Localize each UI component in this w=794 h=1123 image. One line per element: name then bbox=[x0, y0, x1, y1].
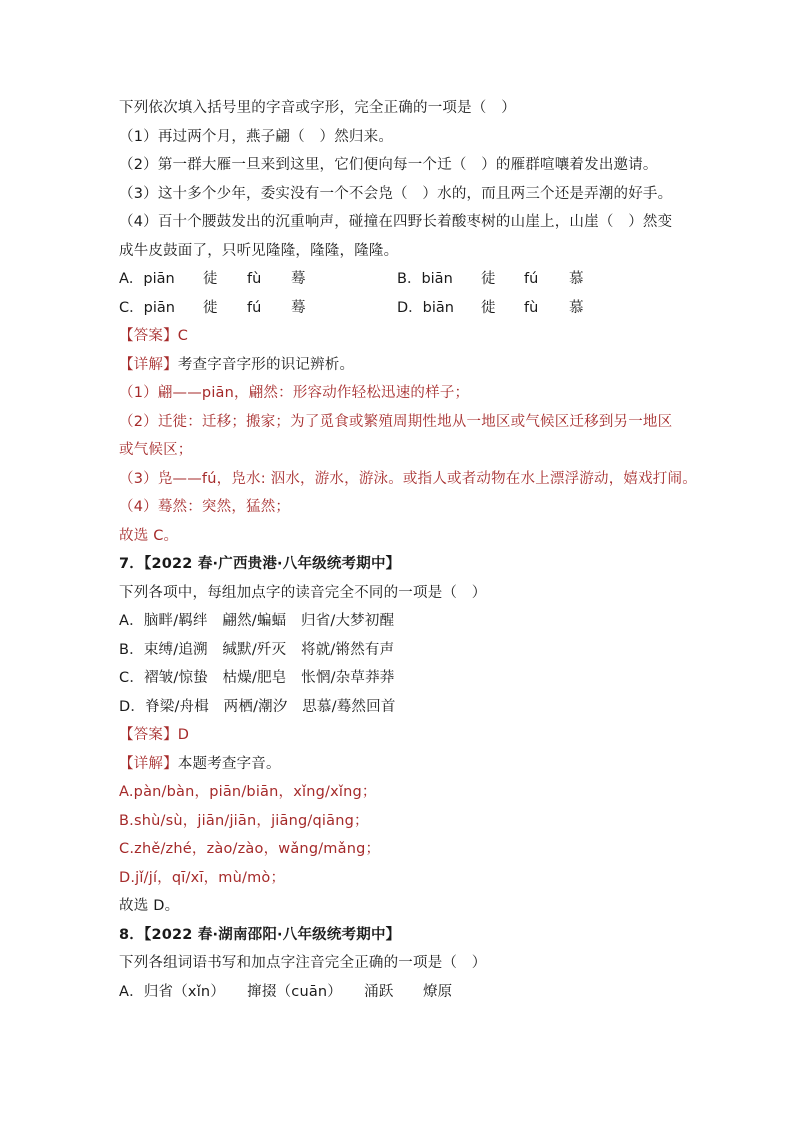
q6-option-b-label: B．biān bbox=[397, 271, 453, 287]
q6-option-a-char: 徒 bbox=[203, 271, 218, 287]
q7-detail bbox=[119, 750, 689, 779]
q7-header: 7．【2022 春·广西贵港·八年级统考期中】 bbox=[119, 556, 401, 572]
q7-answer: 【答案】D bbox=[119, 727, 190, 743]
q6-detail bbox=[119, 351, 689, 380]
q6-options-row-1 bbox=[119, 265, 689, 294]
q6-option-c-char: 徙 bbox=[203, 299, 218, 316]
q7-detail-line-3: C.zhě/zhé，zào/zào，wǎng/mǎng； bbox=[119, 841, 381, 857]
q7-detail-line-2: B.shù/sù，jiān/jiān，jiāng/qiāng； bbox=[119, 812, 369, 829]
q6-option-c-word: 蓦 bbox=[291, 299, 306, 316]
q7-option-a: A．脑畔/羁绊 翩然/蝙蝠 归省/大梦初醒 bbox=[119, 613, 395, 629]
q6-item-4-cont: 成牛皮鼓面了，只听见隆隆，隆隆，隆隆。 bbox=[119, 242, 399, 259]
q7-detail-line-1: A.pàn/bàn，piān/biān，xǐng/xǐng； bbox=[119, 784, 377, 800]
q7-stem: 下列各项中，每组加点字的读音完全不同的一项是（ ） bbox=[119, 584, 487, 601]
q8-header: 8．【2022 春·湖南邵阳·八年级统考期中】 bbox=[119, 926, 401, 943]
q7-option-b: B．束缚/追溯 缄默/歼灭 将就/锵然有声 bbox=[119, 641, 395, 658]
q6-stem: 下列依次填入括号里的字音或字形，完全正确的一项是（ ） bbox=[119, 100, 516, 116]
q8-option-a: A．归省（xǐn） 撺掇（cuān） 涌跃 燎原 bbox=[119, 983, 453, 1000]
q6-option-a-word: 蓦 bbox=[291, 271, 306, 287]
q7-detail-line-4: D.jǐ/jí，qī/xī，mù/mò； bbox=[119, 869, 286, 886]
q6-detail-text: 考查字音字形的识记辨析。 bbox=[177, 356, 355, 373]
q8-stem: 下列各组词语书写和加点字注音完全正确的一项是（ ） bbox=[119, 955, 487, 971]
q6-detail-line-2: （2）迁徙：迁移；搬家；为了觅食或繁殖周期性地从一地区或气候区迁移到另一地区 bbox=[119, 413, 673, 430]
q6-detail-line-5: （4）蓦然：突然，猛然； bbox=[119, 499, 291, 515]
q6-options-row-2 bbox=[119, 294, 689, 323]
q6-option-b-word: 慕 bbox=[569, 271, 584, 287]
q6-option-d-word: 慕 bbox=[569, 299, 584, 316]
q6-detail-line-4: （3）凫——fú，凫水: 泅水，游水，游泳。或指人或者动物在水上漂浮游动，嬉戏打闹。 bbox=[119, 470, 697, 487]
q6-item-4: （4）百十个腰鼓发出的沉重响声，碰撞在四野长着酸枣树的山崖上，山崖（ ）然变 bbox=[119, 214, 673, 230]
q6-option-a-pinyin: fù bbox=[247, 271, 262, 287]
q6-conclusion: 故选 C。 bbox=[119, 527, 179, 544]
q6-option-c-pinyin: fú bbox=[247, 299, 262, 316]
q7-detail-text: 本题考查字音。 bbox=[177, 755, 281, 772]
q6-option-a-label: A．piān bbox=[119, 271, 175, 287]
q7-option-d: D．脊梁/舟楫 两栖/潮汐 思慕/蓦然回首 bbox=[119, 698, 396, 715]
q6-option-d-char: 徙 bbox=[481, 299, 496, 316]
q6-option-b-pinyin: fú bbox=[524, 271, 539, 287]
q6-option-b-char: 徒 bbox=[481, 271, 496, 287]
q7-option-c: C．褶皱/惊蛰 枯燥/肥皂 怅惘/杂草莽莽 bbox=[119, 670, 395, 686]
q6-item-3: （3）这十多个少年，委实没有一个不会凫（ ）水的，而且两三个还是弄潮的好手。 bbox=[119, 185, 673, 202]
q7-conclusion: 故选 D。 bbox=[119, 898, 180, 914]
q6-detail-line-1: （1）翩——piān，翩然：形容动作轻松迅速的样子； bbox=[119, 385, 470, 401]
q6-option-c-label: C．piān bbox=[119, 299, 175, 316]
q6-detail-line-3: 或气候区； bbox=[119, 442, 193, 458]
q7-detail-head: 【详解】 bbox=[119, 755, 178, 772]
q6-option-d-pinyin: fù bbox=[524, 299, 539, 316]
q6-detail-head: 【详解】 bbox=[119, 356, 178, 373]
q6-item-2: （2）第一群大雁一旦来到这里，它们便向每一个迁（ ）的雁群喧嚷着发出邀请。 bbox=[119, 157, 658, 173]
q6-item-1: （1）再过两个月，燕子翩（ ）然归来。 bbox=[119, 128, 394, 145]
document-page bbox=[119, 94, 697, 1006]
q6-answer: 【答案】C bbox=[119, 328, 189, 344]
q6-option-d-label: D．biān bbox=[397, 299, 454, 316]
